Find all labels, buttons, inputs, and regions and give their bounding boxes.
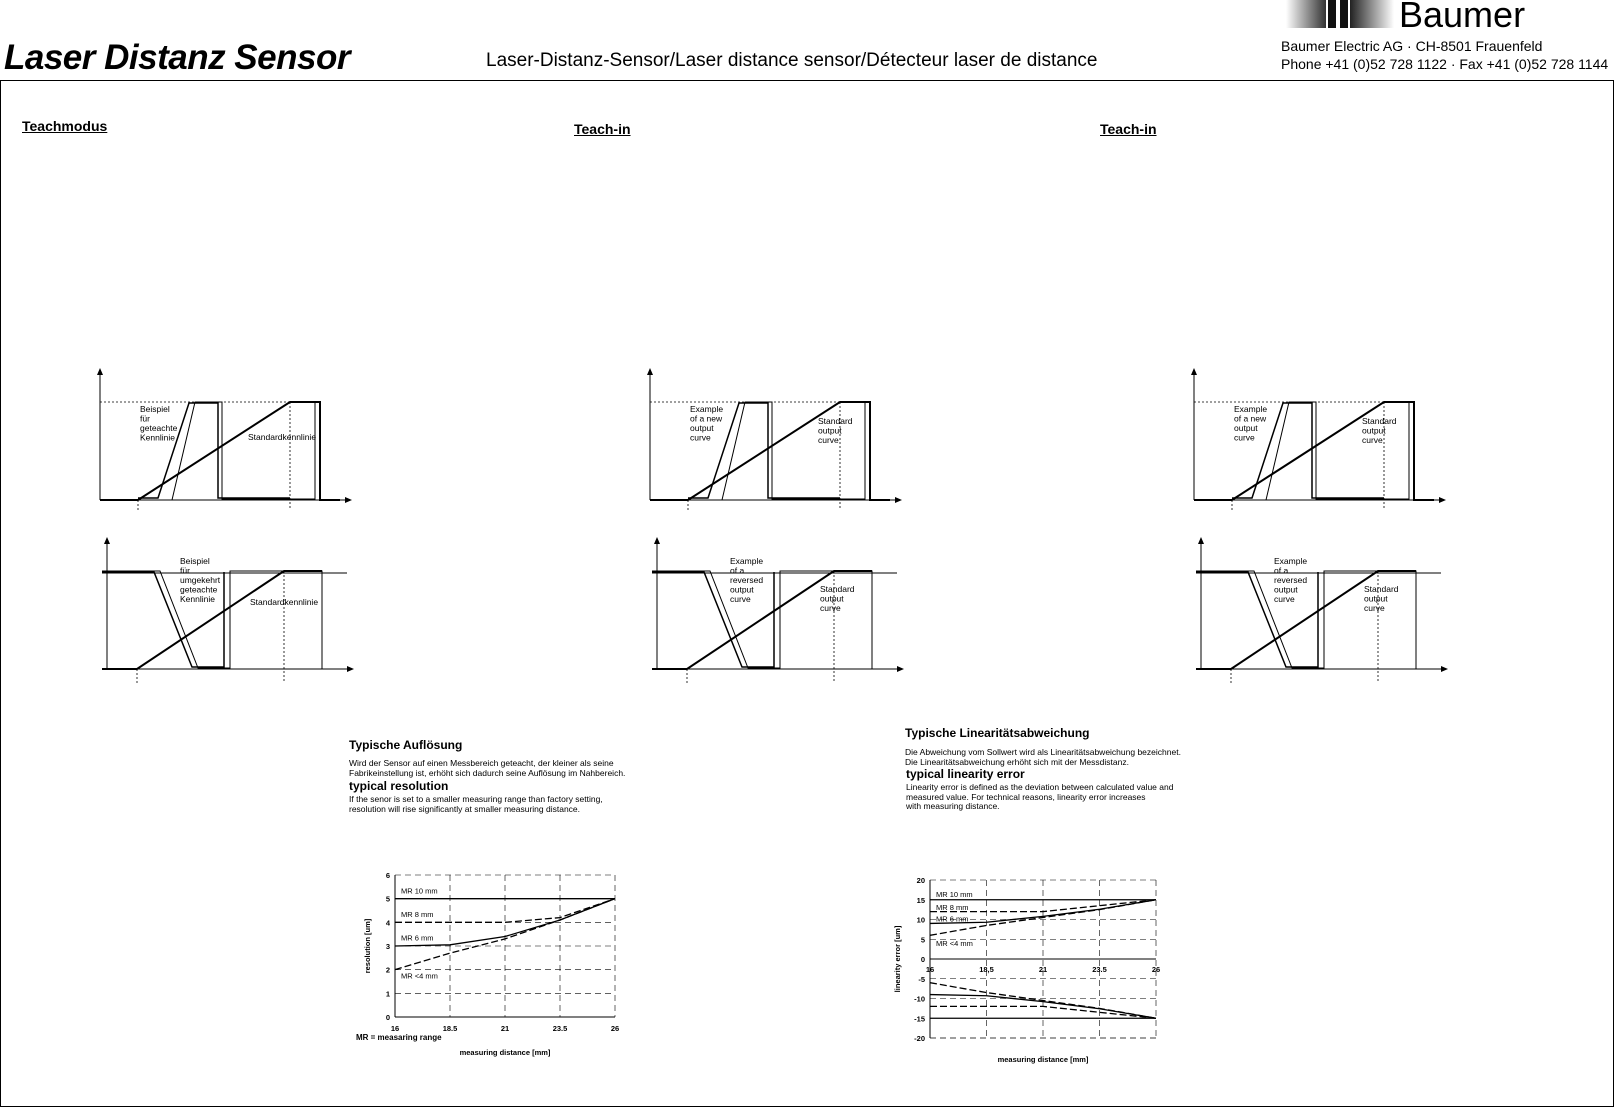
- x-tick-label: 26: [610, 1024, 620, 1033]
- standard-curve-label: Standard: [820, 584, 855, 594]
- teach-column-2: [1191, 368, 1448, 683]
- resolution-chart: [340, 860, 640, 1060]
- standard-curve: [1194, 402, 1434, 500]
- column-title-de: Teachmodus: [22, 118, 108, 134]
- series-label: MR 8 mm: [401, 910, 434, 920]
- example-curve-label: für: [140, 413, 150, 424]
- example-curve-label: of a new: [690, 413, 723, 424]
- y-tick-label: -5: [918, 974, 925, 984]
- footnote-label: MR = measaring range: [356, 1033, 442, 1042]
- example-curve-label: output: [1234, 423, 1258, 433]
- linearity-title-de: Typische Linearitätsabweichung: [905, 726, 1090, 740]
- example-curve-label: Example: [690, 404, 724, 414]
- x-tick-label: 21: [1038, 965, 1048, 974]
- document-subtitle: Laser-Distanz-Sensor/Laser distance sensor/Détecteur laser de distance: [486, 50, 1098, 71]
- standard-curve: [100, 402, 340, 500]
- y-axis-label: linearity error [um]: [893, 925, 902, 993]
- example-curve-label: reversed: [730, 575, 764, 585]
- arrow-head: [654, 537, 660, 544]
- y-tick-label: 10: [916, 915, 925, 925]
- y-tick-label: 2: [385, 965, 390, 975]
- example-curve-label: reversed: [1274, 575, 1308, 585]
- teach-column-0: [97, 368, 354, 683]
- arrow-head: [1191, 368, 1197, 375]
- example-curve-label: geteachte: [180, 584, 218, 595]
- linearity-text-de: Die Abweichung vom Sollwert wird als Linearitätsabweichung bezeichnet. Die Linearitätsabweichung erhöht sich mit der Messdistanz.: [905, 747, 1181, 767]
- example-curve-label: curve: [690, 432, 711, 443]
- standard-curve-label: Standardkennlinie: [248, 432, 317, 442]
- series-label: MR 6 mm: [401, 933, 434, 943]
- example-curve-label: curve: [1274, 594, 1295, 604]
- y-tick-label: 6: [385, 871, 390, 880]
- y-tick-label: -20: [914, 1034, 925, 1043]
- x-tick-label: 16: [925, 965, 935, 974]
- x-tick-label: 23.5: [552, 1024, 568, 1033]
- y-tick-label: 0: [920, 955, 925, 964]
- series-label: MR 10 mm: [401, 886, 438, 896]
- y-tick-label: -15: [914, 1014, 925, 1024]
- standard-curve-label: curve: [820, 603, 841, 613]
- arrow-head: [897, 666, 904, 672]
- example-curve-label: Beispiel: [140, 404, 170, 414]
- y-axis-label: resolution [um]: [363, 918, 372, 974]
- series-label: MR <4 mm: [401, 971, 438, 981]
- resolution-text-de: Wird der Sensor auf einen Messbereich geteacht, der kleiner als seine Fabrikeinstellung ist, erhöht sich dadurch seine Auflösung im Nahbereich.: [349, 758, 626, 778]
- example-curve-label: umgekehrt: [180, 575, 221, 585]
- arrow-head: [347, 666, 354, 672]
- standard-curve-label: curve: [818, 435, 839, 445]
- reversed-curve-outline: [652, 571, 892, 669]
- example-curve-label: output: [730, 584, 754, 595]
- standard-curve-label: output: [818, 425, 842, 436]
- standard-curve-label: output: [1364, 593, 1388, 604]
- resolution-title-de: Typische Auflösung: [349, 738, 463, 752]
- standard-curve-label: output: [820, 593, 844, 604]
- y-tick-label: 5: [385, 894, 390, 904]
- x-axis-label: measuring distance [mm]: [997, 1055, 1089, 1064]
- example-curve-label: für: [180, 565, 190, 576]
- example-curve-label: curve: [730, 594, 751, 604]
- teach-column-1: [647, 368, 904, 683]
- series-label: MR 8 mm: [936, 902, 969, 912]
- arrow-head: [104, 537, 110, 544]
- y-tick-label: 15: [916, 895, 925, 905]
- column-title-en: Teach-in: [574, 121, 631, 137]
- y-tick-label: 0: [385, 1013, 390, 1022]
- example-curve-label: Example: [1274, 556, 1308, 566]
- resolution-text-en: If the senor is set to a smaller measuring range than factory setting, resolution will rise significantly at smaller measuring distance.: [349, 794, 603, 814]
- teached-curve-outline: [138, 402, 315, 500]
- series-label: MR 6 mm: [936, 914, 969, 924]
- x-axis-label: measuring distance [mm]: [459, 1048, 551, 1057]
- standard-curve-label: Standard: [818, 416, 853, 426]
- x-tick-label: 18.5: [442, 1024, 458, 1033]
- example-curve-label: output: [690, 423, 714, 433]
- brand-name: Baumer: [1399, 0, 1526, 35]
- y-tick-label: 1: [385, 989, 390, 999]
- example-curve-label: Kennlinie: [180, 594, 215, 604]
- standard-curve: [650, 402, 890, 500]
- y-tick-label: 5: [920, 935, 925, 945]
- example-curve-label: of a: [1274, 565, 1289, 576]
- x-tick-label: 26: [1151, 965, 1161, 974]
- company-address: Baumer Electric AG · CH-8501 Frauenfeld: [1281, 38, 1543, 54]
- y-tick-label: 4: [385, 918, 390, 928]
- arrow-head: [345, 497, 352, 503]
- x-tick-label: 16: [390, 1024, 400, 1033]
- x-tick-label: 18,5: [979, 965, 994, 974]
- example-curve-label: output: [1274, 584, 1298, 595]
- standard-curve-label: Standardkennlinie: [250, 597, 319, 607]
- example-curve-label: Kennlinie: [140, 432, 175, 443]
- arrow-head: [1439, 497, 1446, 503]
- x-tick-label: 23.5: [1092, 965, 1107, 974]
- example-curve-label: of a new: [1234, 413, 1267, 424]
- example-curve-label: Beispiel: [180, 556, 210, 566]
- arrow-head: [1441, 666, 1448, 672]
- document-title: Laser Distanz Sensor: [4, 38, 350, 77]
- example-curve-label: Example: [730, 556, 764, 566]
- arrow-head: [895, 497, 902, 503]
- arrow-head: [97, 368, 103, 375]
- linearity-text-en: Linearity error is defined as the deviation between calculated value and measured value. For technical reasons, linearity error increases with measuring distance.: [906, 782, 1174, 811]
- series-label: MR 10 mm: [936, 889, 973, 899]
- arrow-head: [1198, 537, 1204, 544]
- standard-curve-label: Standard: [1362, 416, 1397, 426]
- resolution-title-en: typical resolution: [349, 779, 449, 793]
- example-curve-label: curve: [1234, 432, 1255, 443]
- y-tick-label: 20: [916, 876, 925, 885]
- y-tick-label: 3: [385, 942, 390, 951]
- arrow-head: [647, 368, 653, 375]
- reversed-curve-outline: [102, 571, 342, 669]
- example-curve-label: Example: [1234, 404, 1268, 414]
- reversed-curve-outline: [1196, 571, 1436, 669]
- series-label: MR <4 mm: [936, 939, 973, 949]
- standard-curve-label: output: [1362, 425, 1386, 436]
- linearity-chart: [880, 870, 1180, 1070]
- example-curve-label: of a: [730, 565, 745, 576]
- standard-curve-label: curve: [1362, 435, 1383, 445]
- x-tick-label: 21: [500, 1024, 510, 1033]
- linearity-title-en: typical linearity error: [906, 767, 1025, 781]
- example-curve-label: geteachte: [140, 423, 178, 433]
- company-contact: Phone +41 (0)52 728 1122 · Fax +41 (0)52 728 1144: [1281, 56, 1609, 72]
- standard-curve-label: curve: [1364, 603, 1385, 613]
- column-title-fr: Teach-in: [1100, 121, 1157, 137]
- standard-curve-label: Standard: [1364, 584, 1399, 594]
- y-tick-label: -10: [914, 994, 925, 1004]
